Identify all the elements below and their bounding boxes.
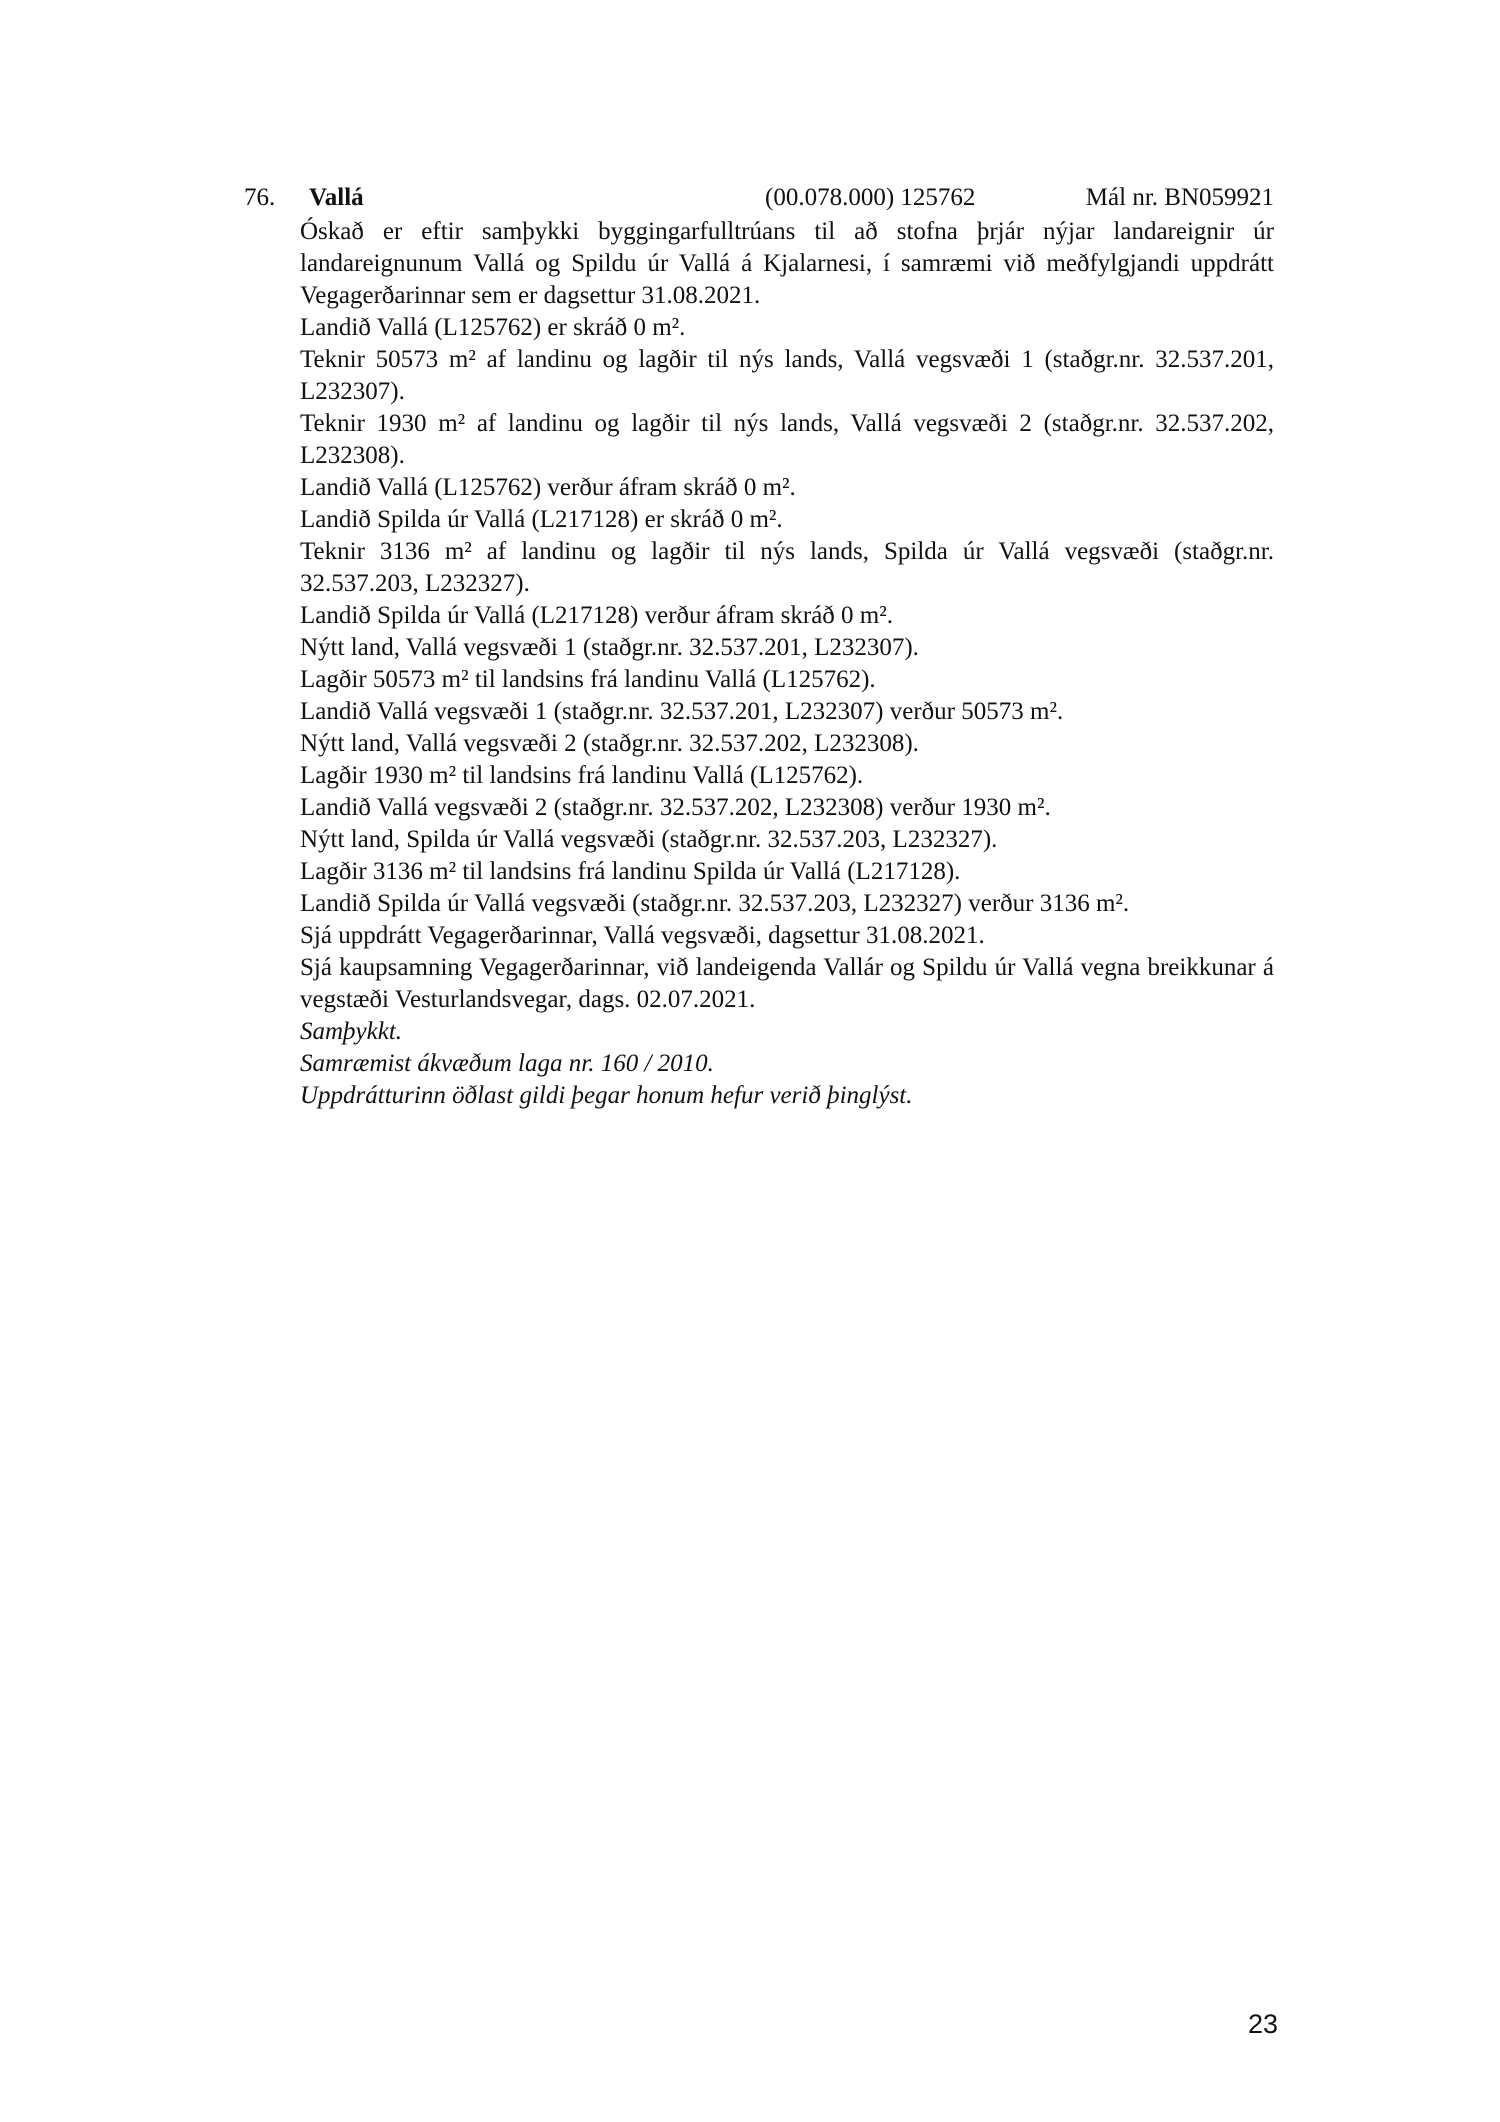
item-title: Vallá xyxy=(309,184,364,211)
paragraph-line: Landið Vallá (L125762) er skráð 0 m². xyxy=(300,314,686,341)
paragraph-line: Landið Spilda úr Vallá (L217128) verður áfram skráð 0 m². xyxy=(300,602,893,629)
item-body xyxy=(300,216,1274,1112)
paragraph-line: Landið Spilda úr Vallá (L217128) er skráð 0 m². xyxy=(300,506,783,533)
paragraph-line: Nýtt land, Spilda úr Vallá vegsvæði (staðgr.nr. 32.537.203, L232327). xyxy=(300,826,998,853)
paragraph-request: Óskað er eftir samþykki byggingarfulltrúans til að stofna þrjár nýjar landareignir úr landareignunum Vallá og Spildu úr Vallá á Kjalarnesi, í samræmi við meðfylgjandi uppdrátt Vegagerðarinnar sem er dagsettur 31.08.2021. xyxy=(300,218,1274,309)
paragraph-line: Teknir 1930 m² af landinu og lagðir til nýs lands, Vallá vegsvæði 2 (staðgr.nr. 32.537.202, L232308). xyxy=(300,410,1274,469)
case-number: Mál nr. BN059921 xyxy=(1085,184,1274,211)
item-number: 76. xyxy=(244,184,276,211)
decision-validity: Uppdrátturinn öðlast gildi þegar honum hefur verið þinglýst. xyxy=(300,1082,913,1109)
paragraph-line: Sjá kaupsamning Vegagerðarinnar, við landeigenda Vallár og Spildu úr Vallá vegna breikkunar á vegstæði Vesturlandsvegar, dags. 02.07.2021. xyxy=(300,954,1274,1013)
paragraph-line: Landið Spilda úr Vallá vegsvæði (staðgr.nr. 32.537.203, L232327) verður 3136 m². xyxy=(300,890,1130,917)
paragraph-line: Lagðir 3136 m² til landsins frá landinu Spilda úr Vallá (L217128). xyxy=(300,858,961,885)
property-code: (00.078.000) 125762 xyxy=(765,184,976,211)
decision-approved: Samþykkt. xyxy=(300,1018,403,1045)
paragraph-line: Landið Vallá vegsvæði 2 (staðgr.nr. 32.537.202, L232308) verður 1930 m². xyxy=(300,794,1051,821)
paragraph-line: Lagðir 50573 m² til landsins frá landinu Vallá (L125762). xyxy=(300,666,876,693)
paragraph-line: Teknir 3136 m² af landinu og lagðir til nýs lands, Spilda úr Vallá vegsvæði (staðgr.nr. 32.537.203, L232327). xyxy=(300,538,1274,597)
paragraph-line: Teknir 50573 m² af landinu og lagðir til nýs lands, Vallá vegsvæði 1 (staðgr.nr. 32.537.201, L232307). xyxy=(300,346,1274,405)
paragraph-line: Nýtt land, Vallá vegsvæði 1 (staðgr.nr. 32.537.201, L232307). xyxy=(300,634,919,661)
item-header xyxy=(244,180,1274,216)
paragraph-line: Sjá uppdrátt Vegagerðarinnar, Vallá vegsvæði, dagsettur 31.08.2021. xyxy=(300,922,985,949)
paragraph-line: Lagðir 1930 m² til landsins frá landinu Vallá (L125762). xyxy=(300,762,864,789)
paragraph-line: Landið Vallá vegsvæði 1 (staðgr.nr. 32.537.201, L232307) verður 50573 m². xyxy=(300,698,1064,725)
page-number: 23 xyxy=(1247,2009,1278,2039)
paragraph-line: Nýtt land, Vallá vegsvæði 2 (staðgr.nr. 32.537.202, L232308). xyxy=(300,730,919,757)
decision-law: Samræmist ákvæðum laga nr. 160 / 2010. xyxy=(300,1050,714,1077)
paragraph-line: Landið Vallá (L125762) verður áfram skráð 0 m². xyxy=(300,474,796,501)
